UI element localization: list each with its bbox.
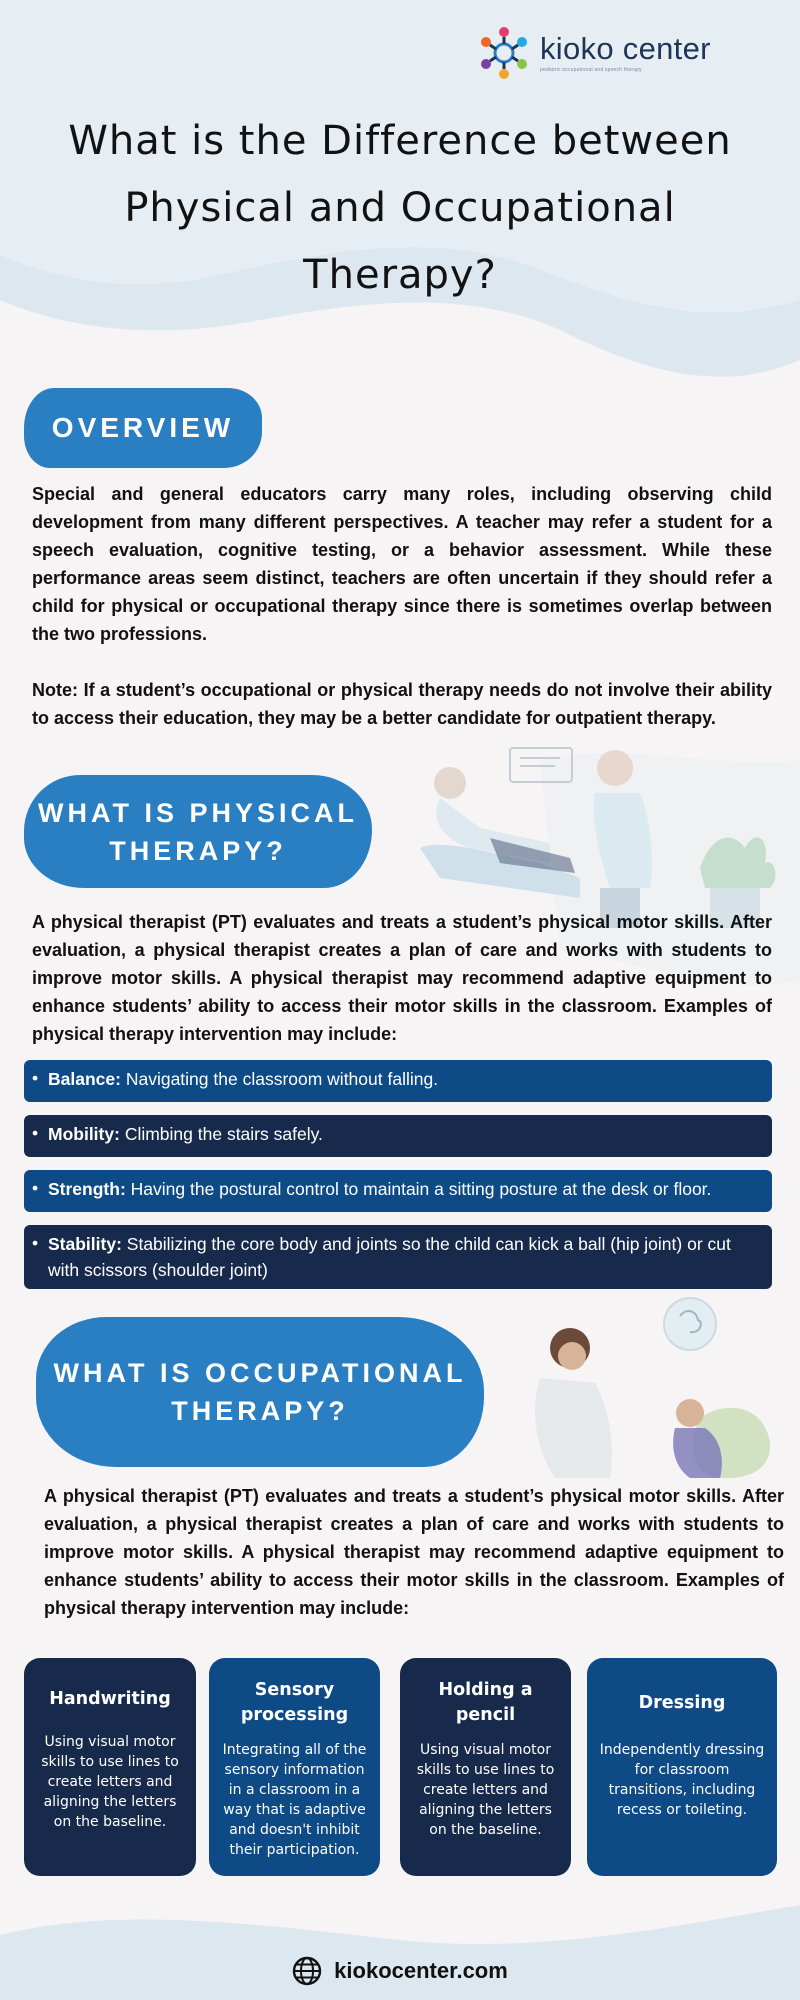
card-title: Sensory processing [240,1680,349,1725]
ot-card-handwriting [24,1658,196,1876]
card-title: Holding a pencil [438,1680,533,1725]
pt-example-text: Having the postural control to maintain a sitting posture at the desk or floor. [130,1179,712,1199]
pt-example-term: Strength: [48,1179,126,1199]
card-body: Using visual motor skills to use lines to create letters and aligning the letters on the baseline. [416,1742,555,1838]
physical-therapy-paragraph: A physical therapist (PT) evaluates and treats a student’s physical motor skills. After evaluation, a physical therapist creates a plan of care and works with students to improve motor skills. A physical therapist may recommend adaptive equipment to enhance students’ ability to access their motor skills in the classroom. Examples of physical therapy intervention may include: [32,912,772,1044]
globe-icon [292,1956,322,1986]
pt-example-text: Climbing the stairs safely. [124,1124,323,1144]
footer [0,1956,800,1986]
overview-note: Note: If a student’s occupational or physical therapy needs do not involve their ability to access their education, they may be a better candidate for outpatient therapy. [32,680,772,728]
pt-example-balance [24,1060,772,1102]
website-link[interactable]: kiokocenter.com [334,1958,508,1983]
ot-card-holding-a-pencil [400,1658,571,1876]
card-body: Independently dressing for classroom transitions, including recess or toileting. [599,1742,765,1818]
brand-logo[interactable] [476,22,711,84]
card-title: Handwriting [49,1688,171,1709]
logo-mark-icon [476,22,532,84]
brand-tagline: pediatric occupational and speech therapy [540,67,642,73]
pt-example-term: Balance: [48,1069,121,1089]
ot-card-dressing [587,1658,777,1876]
occupational-therapy-illustration [500,1288,780,1488]
pt-example-stability [24,1225,772,1289]
overview-heading: OVERVIEW [24,388,262,468]
ot-card-sensory-processing [209,1658,380,1876]
pt-example-term: Mobility: [48,1124,120,1144]
pt-example-text: Stabilizing the core body and joints so the child can kick a ball (hip joint) or cut with scissors (shoulder joint) [48,1234,731,1280]
card-body: Integrating all of the sensory information in a classroom in a way that is adaptive and doesn't inhibit their participation. [222,1742,367,1858]
card-body: Using visual motor skills to use lines to create letters and aligning the letters on the baseline. [41,1734,179,1830]
pt-example-mobility [24,1115,772,1157]
pt-example-term: Stability: [48,1234,122,1254]
card-title: Dressing [638,1692,726,1713]
physical-therapy-heading: WHAT IS PHYSICAL THERAPY? [24,775,372,888]
pt-example-text: Navigating the classroom without falling. [125,1069,439,1089]
occupational-therapy-paragraph: A physical therapist (PT) evaluates and treats a student’s physical motor skills. After evaluation, a physical therapist creates a plan of care and works with students to improve motor skills. A physical therapist may recommend adaptive equipment to enhance students’ ability to access their motor skills in the classroom. Examples of physical therapy intervention may include: [44,1486,784,1618]
pt-example-strength [24,1170,772,1212]
overview-paragraph: Special and general educators carry many roles, including observing child development from many different perspectives. A teacher may refer a student for a speech evaluation, cognitive testing, or a behavior assessment. While these performance areas seem distinct, teachers are often uncertain if they should refer a child for physical or occupational therapy since there is sometimes overlap between the two professions. [32,484,772,644]
occupational-therapy-heading: WHAT IS OCCUPATIONAL THERAPY? [36,1317,484,1467]
page-title: What is the Difference between Physical and Occupational Therapy? [68,118,732,298]
brand-name: kioko center [540,31,711,66]
